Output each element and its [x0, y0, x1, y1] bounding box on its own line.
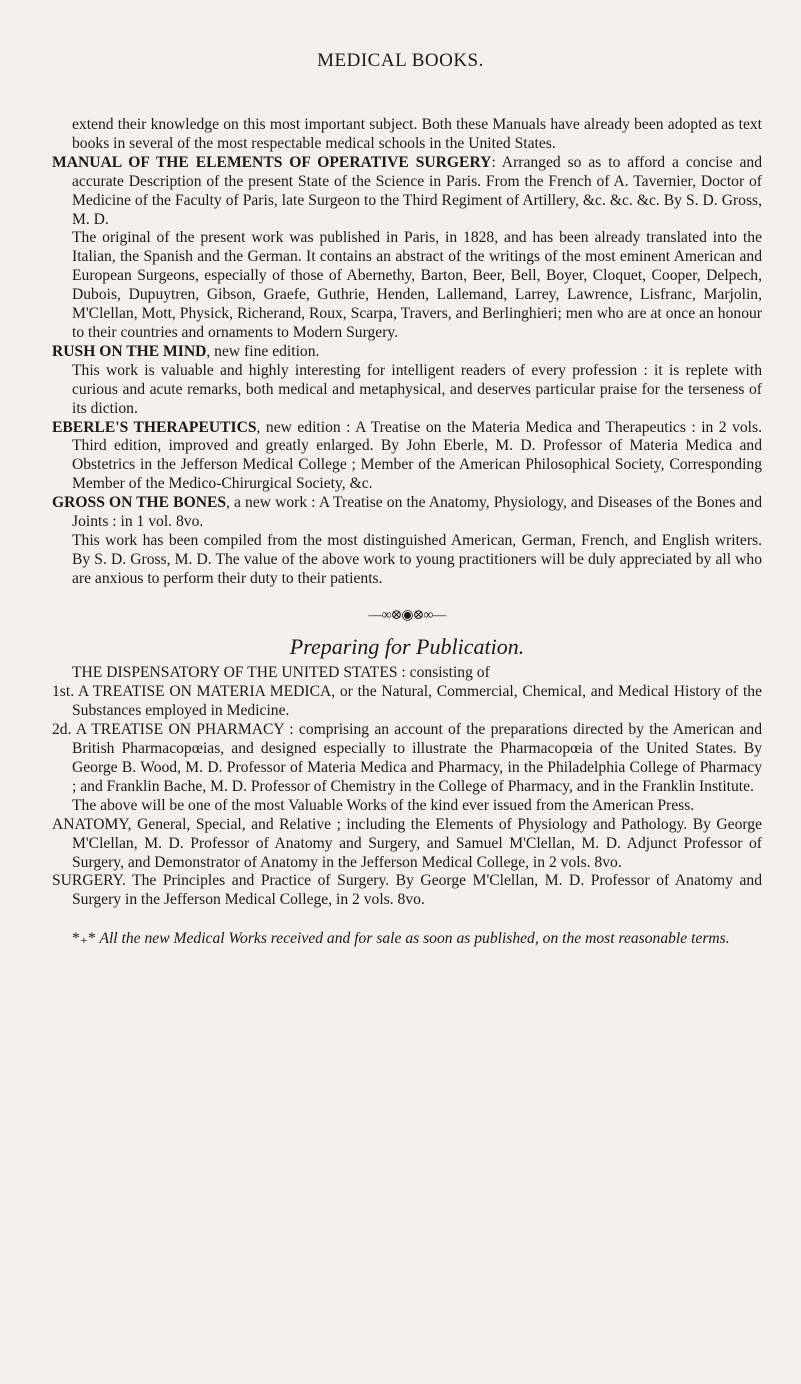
entry-operative-surgery — [52, 154, 762, 230]
entry-surgery: SURGERY. The Principles and Practice of Surgery. By George M'Clellan, M. D. Professor of Anatomy and Surgery in the Jefferson Medical College, in 2 vols. 8vo. — [52, 872, 762, 909]
entry-desc: , new edition : A Treatise on the Materia Medica and Therapeutics : in 2 vols. Third edition, improved and greatly enlarged. By John Eberle, M. D. Professor of Materia Medica and Obstetrics in the Jefferson Medical College ; Member of the American Philosophical Society, Corresponding Member of the Medico-Chirurgical Society, &c. — [72, 418, 762, 493]
closing-notice — [52, 930, 762, 949]
dispensatory-part-1: 1st. A TREATISE ON MATERIA MEDICA, or the Natural, Commercial, Chemical, and Medical History of the Substances employed in Medicine. — [52, 683, 762, 720]
entry-note: This work has been compiled from the most distinguished American, German, French, and English writers. By S. D. Gross, M. D. The value of the above work to young practitioners will be duly appreciated by all who are anxious to perform their duty to their patients. — [72, 531, 762, 587]
entry-desc: , a new work : A Treatise on the Anatomy, Physiology, and Diseases of the Bones and Joints : in 1 vol. 8vo. — [72, 494, 762, 531]
section-title: Preparing for Publication. — [289, 633, 525, 659]
entry-anatomy: ANATOMY, General, Special, and Relative ; including the Elements of Physiology and Pathology. By George M'Clellan, M. D. Professor of Anatomy and Surgery, and Samuel M'Clellan, M. D. Adjunct Professor of Surgery, and Demonstrator of Anatomy in the Jefferson Medical College, in 2 vols. 8vo. — [52, 815, 762, 871]
dispensatory-part-2: 2d. A TREATISE ON PHARMACY : comprising an account of the preparations directed by the American and British Pharmacopœias, and designed especially to illustrate the Pharmacopœia of the United States. By George B. Wood, M. D. Professor of Materia Medica and Pharmacy, in the Philadelphia College of Pharmacy ; and Franklin Bache, M. D. Professor of Chemistry in the College of Pharmacy, and in the Franklin Institute. — [52, 721, 762, 795]
entry-title: MANUAL OF THE ELEMENTS OF OPERATIVE SURGERY — [52, 153, 492, 171]
entry-title: RUSH ON THE MIND — [52, 342, 207, 360]
entry-note: This work is valuable and highly interesting for intelligent readers of every profession : it is replete with curious and acute remarks, both medical and metaphysical, and deserves particular praise for the terseness of its diction. — [72, 361, 762, 417]
entry-rush-on-mind — [52, 343, 762, 362]
notice-asterism: *₊* — [72, 930, 96, 948]
dispensatory-title: THE DISPENSATORY OF THE UNITED STATES : consisting of — [72, 664, 490, 682]
entry-desc: , new fine edition. — [206, 342, 320, 360]
entry-desc: : Arranged so as to afford a concise and accurate Description of the present State of the Science in Paris. From the French of A. Tavernier, Doctor of Medicine of the Faculty of Paris, late Surgeon to the Third Regiment of Artillery, &c. &c. &c. By S. D. Gross, M. D. — [72, 153, 763, 228]
intro-paragraph: extend their knowledge on this most important subject. Both these Manuals have already been adopted as text books in several of the most respectable medical schools in the United States. — [72, 116, 762, 152]
entry-title: GROSS ON THE BONES — [52, 494, 227, 512]
page-header: MEDICAL BOOKS. — [317, 50, 484, 71]
entry-title: EBERLE'S THERAPEUTICS — [52, 418, 257, 436]
entry-note: The original of the present work was published in Paris, in 1828, and has been already translated into the Italian, the Spanish and the German. It contains an abstract of the writings of the most eminent American and European Surgeons, especially of those of Abernethy, Barton, Beer, Bell, Boyer, Cloquet, Cooper, Delpech, Dubois, Dupuytren, Gibson, Graefe, Guthrie, Henden, Lallemand, Larrey, Lawrence, Lisfranc, Marjolin, M'Clellan, Mott, Physick, Richerand, Roux, Scarpa, Travers, and Berlinghieri; men who are at once an honour to their countries and ornaments to Modern Surgery. — [72, 229, 762, 341]
dispensatory-note: The above will be one of the most Valuable Works of the kind ever issued from the American Press. — [72, 796, 695, 814]
notice-text: All the new Medical Works received and for sale as soon as published, on the most reasonable terms. — [99, 930, 730, 948]
ornamental-divider: —∞⊗◉⊗∞— — [368, 607, 446, 623]
entry-eberle-therapeutics — [52, 419, 762, 495]
entry-gross-bones — [52, 494, 762, 532]
body-text — [52, 116, 762, 949]
